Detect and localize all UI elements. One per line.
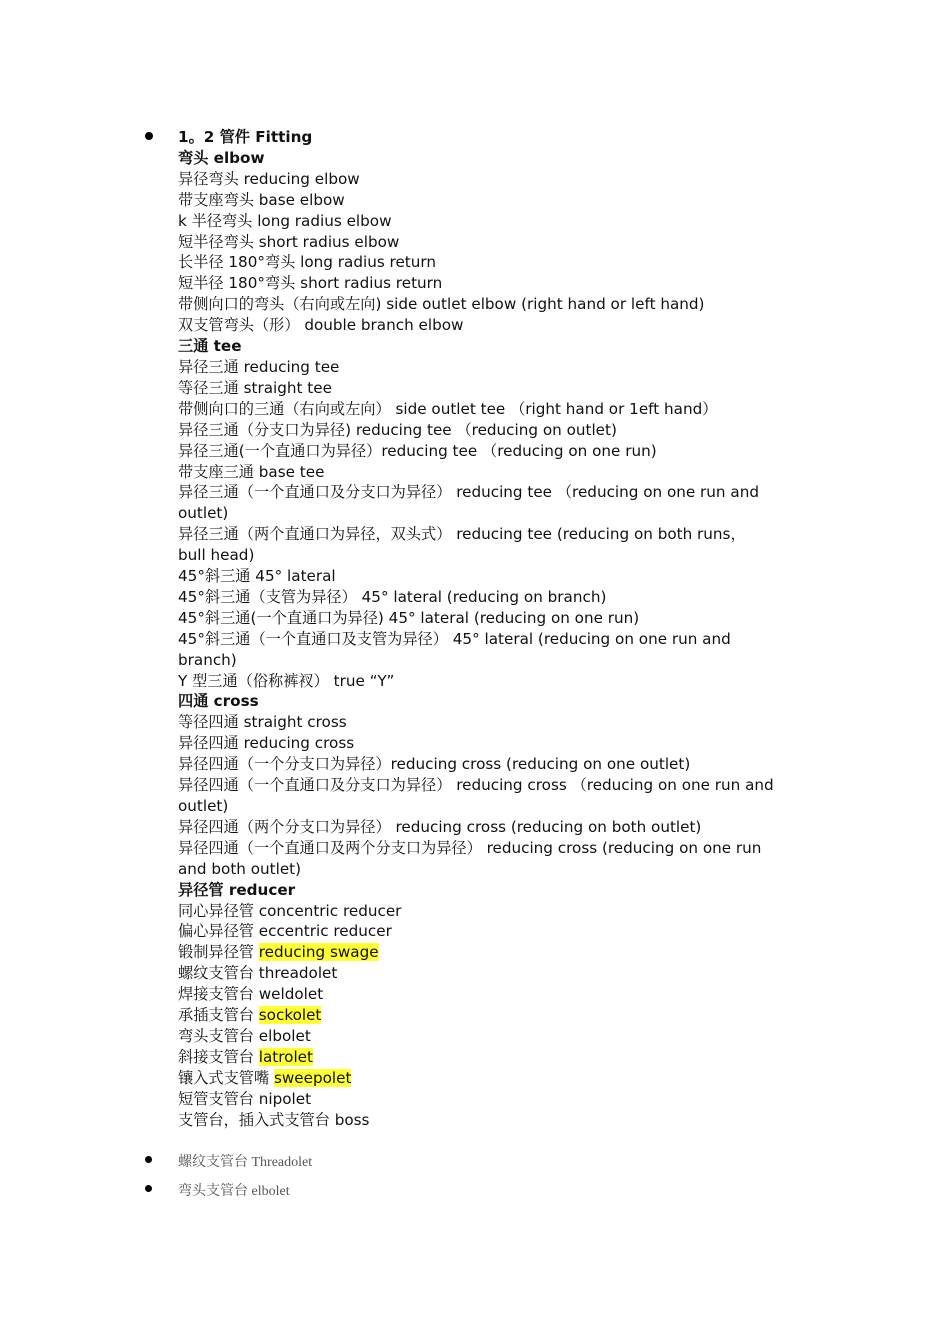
line-text: 异径四通 reducing cross xyxy=(178,734,355,753)
list-line xyxy=(178,1026,818,1047)
line-text: 45°斜三通(一个直通口为异径) 45° lateral (reducing on one run) xyxy=(178,608,640,627)
highlighted-term: sweepolet xyxy=(273,1068,352,1087)
line-text: 斜接支管台 xyxy=(178,1047,259,1066)
list-line xyxy=(178,733,818,754)
tail-item-elbolet: 弯头支管台 elbolet xyxy=(178,1184,290,1199)
line-text: 异径四通（一个分支口为异径）reducing cross (reducing on one outlet) xyxy=(178,755,691,774)
highlighted-term: sockolet xyxy=(258,1006,322,1025)
line-text: 45°斜三通（支管为异径） 45° lateral (reducing on branch) xyxy=(178,587,607,606)
line-text: 四通 cross xyxy=(178,692,259,711)
highlighted-term: reducing swage xyxy=(258,943,379,962)
subsection-heading xyxy=(178,148,818,169)
section-heading: 1。2 管件 Fitting xyxy=(178,128,313,146)
line-text: 异径三通（两个直通口为异径，双头式） reducing tee (reducing on both runs， xyxy=(178,525,746,544)
line-text: bull head) xyxy=(178,546,255,565)
line-text: 异径四通（一个直通口及分支口为异径） reducing cross （reducing on one run and xyxy=(178,776,774,795)
line-text: 长半径 180°弯头 long radius return xyxy=(178,253,436,272)
line-text: 45°斜三通（一个直通口及支管为异径） 45° lateral (reducing on one run and xyxy=(178,629,731,648)
tail-item-threadolet: 螺纹支管台 Threadolet xyxy=(178,1155,313,1170)
line-text: k 半径弯头 long radius elbow xyxy=(178,211,392,230)
line-text: 45°斜三通 45° lateral xyxy=(178,567,336,586)
line-text: 锻制异径管 xyxy=(178,943,259,962)
line-text: 等径三通 straight tee xyxy=(178,378,332,397)
line-text: 异径四通（一个直通口及两个分支口为异径） reducing cross (reducing on one run xyxy=(178,838,762,857)
list-line xyxy=(178,775,818,796)
bullet-icon xyxy=(145,1185,152,1192)
list-line xyxy=(178,963,818,984)
subsection-heading xyxy=(178,336,818,357)
line-text: 等径四通 straight cross xyxy=(178,713,347,732)
list-line xyxy=(178,671,818,692)
list-line xyxy=(178,503,818,524)
line-text: 异径三通（分支口为异径) reducing tee （reducing on outlet) xyxy=(178,420,617,439)
line-text: 带支座弯头 base elbow xyxy=(178,190,345,209)
list-line xyxy=(178,838,818,859)
list-line xyxy=(178,1110,818,1131)
subsection-heading xyxy=(178,691,818,712)
line-text: 带支座三通 base tee xyxy=(178,462,325,481)
list-line xyxy=(178,921,818,942)
line-text: 焊接支管台 weldolet xyxy=(178,985,324,1004)
line-text: and both outlet) xyxy=(178,859,302,878)
bullet-icon xyxy=(145,132,153,140)
list-line xyxy=(178,252,818,273)
list-line xyxy=(178,273,818,294)
list-line xyxy=(178,315,818,336)
line-text: 短半径弯头 short radius elbow xyxy=(178,232,400,251)
line-text: 同心异径管 concentric reducer xyxy=(178,901,402,920)
list-line xyxy=(178,1089,818,1110)
line-text: 双支管弯头（形） double branch elbow xyxy=(178,316,464,335)
bullet-icon xyxy=(145,1156,152,1163)
line-text: outlet) xyxy=(178,797,229,815)
highlighted-term: latrolet xyxy=(258,1047,313,1066)
list-line xyxy=(178,901,818,922)
list-line xyxy=(178,232,818,253)
list-line xyxy=(178,420,818,441)
subsection-heading xyxy=(178,880,818,901)
list-line xyxy=(178,796,818,817)
line-text: 带侧向口的弯头（右向或左向) side outlet elbow (right hand or left hand) xyxy=(178,295,705,314)
list-line xyxy=(178,1068,818,1089)
list-line xyxy=(178,587,818,608)
list-line xyxy=(178,482,818,503)
list-line xyxy=(178,1005,818,1026)
list-line xyxy=(178,211,818,232)
line-text: branch) xyxy=(178,650,237,669)
line-text: 异径三通（一个直通口及分支口为异径） reducing tee （reducing on one run and xyxy=(178,483,759,502)
list-line xyxy=(178,942,818,963)
line-text: 异径三通(一个直通口为异径）reducing tee （reducing on one run) xyxy=(178,441,657,460)
line-text: Y 型三通（俗称裤衩） true “Y” xyxy=(178,671,395,690)
list-line xyxy=(178,1047,818,1068)
list-line xyxy=(178,566,818,587)
list-line xyxy=(178,754,818,775)
line-text: 镶入式支管嘴 xyxy=(178,1068,274,1087)
line-text: 承插支管台 xyxy=(178,1006,259,1025)
line-text: 带侧向口的三通（右向或左向） side outlet tee （right hand or 1eft hand） xyxy=(178,399,718,418)
list-line xyxy=(178,817,818,838)
list-line xyxy=(178,650,818,671)
line-text: 短半径 180°弯头 short radius return xyxy=(178,274,443,293)
line-text: 弯头支管台 elbolet xyxy=(178,1026,311,1045)
fitting-section xyxy=(178,127,818,1131)
list-line xyxy=(178,462,818,483)
list-line xyxy=(178,608,818,629)
line-text: 短管支管台 nipolet xyxy=(178,1089,312,1108)
list-line xyxy=(178,357,818,378)
list-line xyxy=(178,190,818,211)
line-text: 异径四通（两个分支口为异径） reducing cross (reducing on both outlet) xyxy=(178,817,702,836)
list-line xyxy=(178,524,818,545)
line-text: 螺纹支管台 threadolet xyxy=(178,964,338,983)
list-line xyxy=(178,399,818,420)
list-line xyxy=(178,859,818,880)
list-line xyxy=(178,712,818,733)
line-text: 异径弯头 reducing elbow xyxy=(178,169,360,188)
list-line xyxy=(178,984,818,1005)
list-line xyxy=(178,441,818,462)
line-text: 异径三通 reducing tee xyxy=(178,357,340,376)
list-line xyxy=(178,294,818,315)
line-text: 偏心异径管 eccentric reducer xyxy=(178,922,392,941)
line-text: 三通 tee xyxy=(178,337,242,356)
list-line xyxy=(178,378,818,399)
line-text: 弯头 elbow xyxy=(178,148,265,167)
list-line xyxy=(178,545,818,566)
line-text: outlet) xyxy=(178,504,229,523)
list-line xyxy=(178,629,818,650)
line-text: 支管台，插入式支管台 boss xyxy=(178,1110,370,1129)
line-text: 异径管 reducer xyxy=(178,880,296,899)
list-line xyxy=(178,169,818,190)
